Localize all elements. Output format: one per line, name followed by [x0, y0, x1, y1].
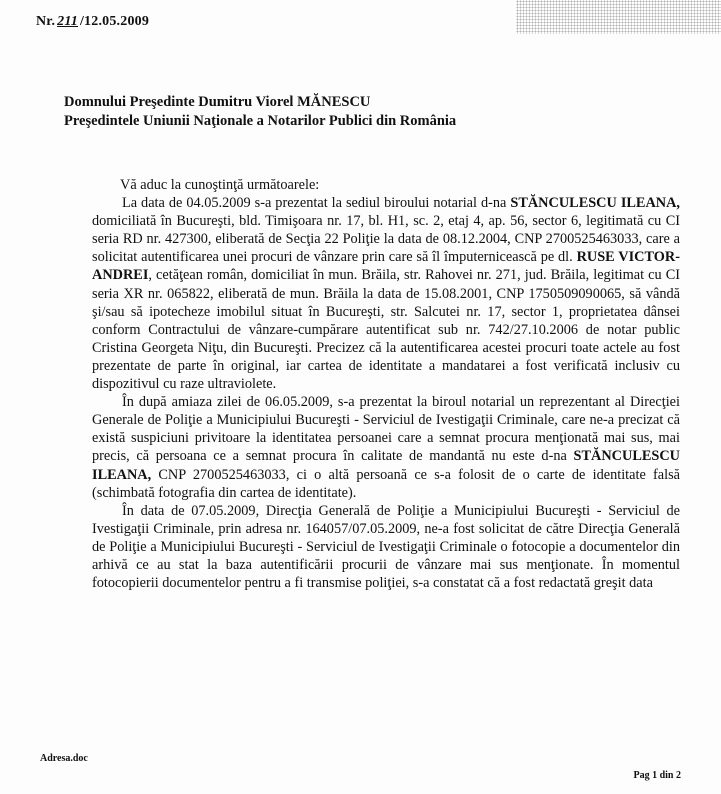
- p1-text-a: La data de 04.05.2009 s-a prezentat la sediul biroului notarial d-na: [122, 195, 511, 212]
- footer-page-number: Pag 1 din 2: [633, 770, 681, 781]
- p2-name: STĂNCULESCU ILEANA,: [92, 448, 680, 483]
- intro-line: Vă aduc la cunoştinţă următoarele:: [120, 177, 320, 193]
- p1-text-b: domiciliată în Bucureşti, bld. Timişoara nr. 17, bl. H1, sc. 2, etaj 4, ap. 56, sector 6, legitimată cu CI seria RD nr. 427300, eliberată de Secţia 22 Poliţie la data de 08.12.2004, CNP 2700525463033, care a solicitat autentificarea unei procuri de vânzare prin care să îl împuternicească pe dl.: [92, 213, 680, 266]
- letter-body: [92, 176, 680, 592]
- addressee-name: Domnului Preşedinte Dumitru Viorel MĂNESCU: [64, 94, 371, 110]
- ref-number: 211: [57, 14, 78, 29]
- ref-prefix: Nr.: [36, 14, 56, 29]
- ref-date: /12.05.2009: [79, 14, 150, 29]
- footer-filename: Adresa.doc: [40, 753, 88, 764]
- paragraph-1: [92, 194, 680, 393]
- paragraph-3: În data de 07.05.2009, Direcţia Generală de Poliţie a Municipiului Bucureşti - Serviciul de Ivestigaţii Criminale, prin adresa nr. 164057/07.05.2009, ne-a fost solicitat de către Direcţia Generală de Poliţie a Municipiului Bucureşti - Serviciul de Ivestigaţii Criminale o fotocopie a documentelor din arhivă ce au stat la baza autentificării procurii de vânzare mai sus menţionate. În momentul fotocopierii documentelor pentru a fi transmise poliţiei, s-a constatat că a fost redactată greşit data: [92, 502, 680, 592]
- p2-text-a: În după amiaza zilei de 06.05.2009, s-a prezentat la biroul notarial un reprezentant al Direcţiei Generale de Poliţie a Municipiului Bucureşti - Serviciul de Ivestigaţii Criminale, care ne-a precizat că există suspiciuni privitoare la identitatea persoanei care a semnat procura menţionată mai sus, mai precis, că persoana ce a semnat procura în calitate de mandantă nu este d-na: [92, 394, 680, 465]
- paragraph-2: [92, 393, 680, 502]
- addressee-title: Preşedintele Uniunii Naţionale a Notarilor Publici din România: [64, 113, 457, 129]
- scan-noise-stamp: [516, 0, 721, 34]
- p1-text-c: , cetăţean român, domiciliat în mun. Brăila, str. Rahovei nr. 271, jud. Brăila, legitimat cu CI seria XR nr. 065822, eliberată de mun. Brăila la data de 15.08.2001, CNP 1750509090065, să vândă şi/sau să ipotecheze imobilul situat în Bucureşti, str. Salcutei nr. 17, sector 1, proprietatea dânsei conform Contractului de vânzare-cumpărare autentificat sub nr. 742/27.10.2006 de notar public Cristina Georgeta Niţu, din Bucureşti. Precizez că la autentificarea acestei procuri toate actele au fost prezentate de parte în original, iar cartea de identitate a mandatarei a fost verificată inclusiv cu dispozitivul cu raze ultraviolete.: [92, 267, 680, 393]
- p2-text-b: CNP 2700525463033, ci o altă persoană ce s-a folosit de o carte de identitate falsă (schimbată fotografia din cartea de identitate).: [92, 466, 680, 501]
- p1-name-mandant: STĂNCULESCU ILEANA,: [510, 195, 680, 212]
- reference-number: [36, 14, 149, 30]
- p1-name-mandatar: RUSE VICTOR-ANDREI: [92, 249, 680, 284]
